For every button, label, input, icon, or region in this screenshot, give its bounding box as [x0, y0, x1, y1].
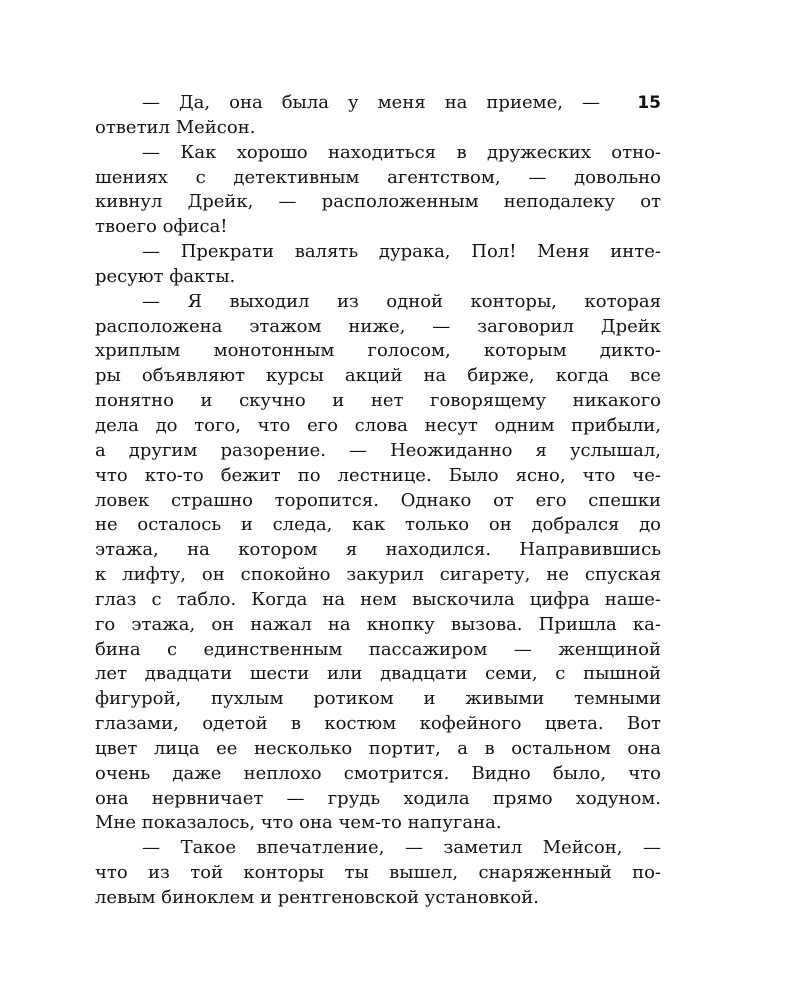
text-line: к лифту, он спокойно закурил сигарету, не спуская [95, 564, 661, 586]
text-line: а другим разорение. — Неожиданно я услышал, [95, 439, 661, 461]
text-line: дела до того, что его слова несут одним прибыли, [95, 414, 661, 436]
text-line: глазами, одетой в костюм кофейного цвета. Вот [95, 713, 661, 735]
text-line: фигурой, пухлым ротиком и живыми темными [95, 688, 661, 710]
text-line: — Да, она была у меня на приеме, — [142, 92, 600, 113]
text-line: твоего офиса! [95, 216, 228, 238]
text-line: этажа, на котором я находился. Направившись [95, 539, 661, 561]
text-line: хриплым монотонным голосом, которым дикто- [95, 340, 661, 362]
text-line: ресуют факты. [95, 265, 236, 287]
text-line: ответил Мейсон. [95, 116, 256, 138]
text-line: цвет лица ее несколько портит, а в остальном она [95, 737, 661, 759]
body-text [95, 91, 661, 911]
text-line: лет двадцати шести или двадцати семи, с пышной [95, 663, 661, 685]
text-line: бина с единственным пассажиром — женщиной [95, 638, 661, 660]
text-line: расположена этажом ниже, — заговорил Дрейк [95, 315, 661, 337]
text-line: Мне показалось, что она чем-то напугана. [95, 812, 502, 834]
text-line: она нервничает — грудь ходила прямо ходуном. [95, 787, 661, 809]
text-line: ры объявляют курсы акций на бирже, когда все [95, 365, 661, 387]
text-line: шениях с детективным агентством, — довольно [95, 166, 661, 188]
text-line: — Как хорошо находиться в дружеских отно- [142, 141, 661, 163]
text-line: — Я выходил из одной конторы, которая [142, 290, 661, 312]
text-line: — Прекрати валять дурака, Пол! Меня инте- [142, 241, 661, 263]
text-line: кивнул Дрейк, — расположенным неподалеку от [95, 191, 661, 213]
text-line: левым биноклем и рентгеновской установкой. [95, 887, 539, 908]
page-number: 15 [637, 93, 661, 113]
text-line: глаз с табло. Когда на нем выскочила цифра наше- [95, 588, 661, 610]
text-line: го этажа, он нажал на кнопку вызова. Пришла ка- [95, 613, 661, 635]
text-line: не осталось и следа, как только он добрался до [95, 514, 661, 536]
text-line: очень даже неплохо смотрится. Видно было, что [95, 762, 661, 784]
text-line: понятно и скучно и нет говорящему никакого [95, 390, 661, 412]
text-line: что кто-то бежит по лестнице. Было ясно, что че- [95, 464, 661, 486]
text-line: ловек страшно торопится. Однако от его спешки [95, 489, 661, 511]
text-line: — Такое впечатление, — заметил Мейсон, — [142, 837, 661, 859]
text-line: что из той конторы ты вышел, снаряженный по- [95, 862, 661, 884]
